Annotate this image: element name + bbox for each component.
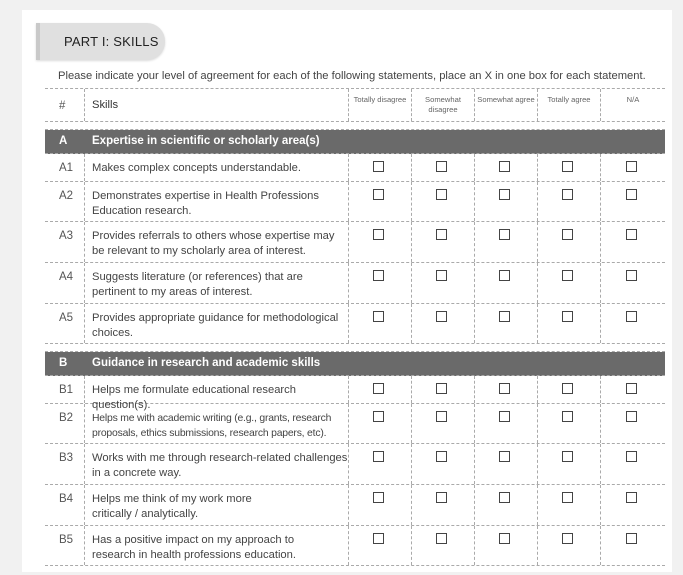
item-number: B1 xyxy=(45,376,85,403)
item-statement: Has a positive impact on my approach to research in health professions education. xyxy=(85,526,349,565)
row-spacer xyxy=(45,344,665,352)
checkbox-somewhat-disagree[interactable] xyxy=(436,270,447,281)
header-option-somewhat-disagree: Somewhat disagree xyxy=(412,89,475,121)
section-letter: A xyxy=(59,135,68,147)
option-cell xyxy=(601,263,665,303)
checkbox-na[interactable] xyxy=(626,161,637,172)
table-row xyxy=(45,376,665,411)
checkbox-totally-disagree[interactable] xyxy=(373,161,384,172)
option-cell xyxy=(475,444,538,484)
option-cell xyxy=(538,526,601,565)
checkbox-totally-agree[interactable] xyxy=(562,270,573,281)
checkbox-somewhat-disagree[interactable] xyxy=(436,189,447,200)
option-cell xyxy=(349,404,412,443)
checkbox-totally-agree[interactable] xyxy=(562,411,573,422)
option-cell xyxy=(475,154,538,181)
item-number: B3 xyxy=(45,444,85,484)
checkbox-totally-agree[interactable] xyxy=(562,161,573,172)
row-spacer xyxy=(45,122,665,130)
option-cell xyxy=(601,182,665,221)
option-cell xyxy=(538,376,601,403)
option-cell xyxy=(349,304,412,343)
item-number: A1 xyxy=(45,154,85,181)
table-row xyxy=(45,154,665,182)
checkbox-totally-agree[interactable] xyxy=(562,229,573,240)
instructions-text: Please indicate your level of agreement for each of the following statements, place an X in one box for each statement. xyxy=(58,70,646,82)
item-statement: Works with me through research-related challenges in a concrete way. xyxy=(85,444,349,484)
checkbox-na[interactable] xyxy=(626,451,637,462)
item-number: B2 xyxy=(45,404,85,443)
checkbox-somewhat-agree[interactable] xyxy=(499,411,510,422)
table-row xyxy=(45,444,665,485)
item-number: B5 xyxy=(45,526,85,565)
option-cell xyxy=(475,263,538,303)
checkbox-totally-disagree[interactable] xyxy=(373,533,384,544)
option-cell xyxy=(538,222,601,262)
option-cell xyxy=(412,376,475,403)
table-row xyxy=(45,526,665,566)
checkbox-somewhat-agree[interactable] xyxy=(499,492,510,503)
checkbox-somewhat-disagree[interactable] xyxy=(436,451,447,462)
table-row xyxy=(45,222,665,263)
item-statement: Demonstrates expertise in Health Professions Education research. xyxy=(85,182,349,221)
option-cell xyxy=(349,222,412,262)
item-statement: Suggests literature (or references) that are pertinent to my areas of interest. xyxy=(85,263,349,303)
checkbox-totally-disagree[interactable] xyxy=(373,492,384,503)
checkbox-somewhat-agree[interactable] xyxy=(499,311,510,322)
checkbox-totally-agree[interactable] xyxy=(562,492,573,503)
option-cell xyxy=(538,444,601,484)
checkbox-totally-agree[interactable] xyxy=(562,451,573,462)
option-cell xyxy=(475,404,538,443)
option-cell xyxy=(412,404,475,443)
item-statement: Provides appropriate guidance for methodological choices. xyxy=(85,304,349,343)
item-number: B4 xyxy=(45,485,85,525)
checkbox-somewhat-disagree[interactable] xyxy=(436,229,447,240)
option-cell xyxy=(475,376,538,403)
option-cell xyxy=(349,444,412,484)
checkbox-na[interactable] xyxy=(626,492,637,503)
option-cell xyxy=(538,182,601,221)
option-cell xyxy=(601,376,665,403)
part-title: PART I: SKILLS xyxy=(64,34,159,49)
option-cell xyxy=(538,404,601,443)
option-cell xyxy=(475,485,538,525)
item-statement: Makes complex concepts understandable. xyxy=(85,154,349,181)
checkbox-somewhat-agree[interactable] xyxy=(499,533,510,544)
option-cell xyxy=(601,485,665,525)
checkbox-somewhat-agree[interactable] xyxy=(499,161,510,172)
section-title: Guidance in research and academic skills xyxy=(92,357,321,369)
option-cell xyxy=(349,182,412,221)
part-tab xyxy=(36,23,165,60)
option-cell xyxy=(349,154,412,181)
option-cell xyxy=(475,526,538,565)
table-row xyxy=(45,485,665,526)
checkbox-totally-disagree[interactable] xyxy=(373,270,384,281)
option-cell xyxy=(412,263,475,303)
option-cell xyxy=(475,222,538,262)
item-number: A3 xyxy=(45,222,85,262)
item-number: A5 xyxy=(45,304,85,343)
option-cell xyxy=(601,404,665,443)
checkbox-na[interactable] xyxy=(626,533,637,544)
checkbox-somewhat-disagree[interactable] xyxy=(436,492,447,503)
table-row xyxy=(45,404,665,444)
option-cell xyxy=(538,304,601,343)
checkbox-totally-disagree[interactable] xyxy=(373,311,384,322)
option-cell xyxy=(538,263,601,303)
checkbox-na[interactable] xyxy=(626,311,637,322)
section-header-a xyxy=(45,130,665,154)
header-num: # xyxy=(45,89,85,121)
checkbox-somewhat-agree[interactable] xyxy=(499,451,510,462)
checkbox-somewhat-disagree[interactable] xyxy=(436,533,447,544)
table-row xyxy=(45,263,665,304)
item-statement: Helps me think of my work more critically / analytically. xyxy=(85,485,349,525)
skills-table xyxy=(45,88,665,566)
table-row xyxy=(45,304,665,344)
option-cell xyxy=(349,485,412,525)
table-row xyxy=(45,182,665,222)
checkbox-somewhat-disagree[interactable] xyxy=(436,411,447,422)
checkbox-totally-agree[interactable] xyxy=(562,189,573,200)
option-cell xyxy=(601,304,665,343)
section-title: Expertise in scientific or scholarly area(s) xyxy=(92,135,320,147)
option-cell xyxy=(601,154,665,181)
section-header-b xyxy=(45,352,665,376)
option-cell xyxy=(601,444,665,484)
checkbox-na[interactable] xyxy=(626,270,637,281)
checkbox-somewhat-agree[interactable] xyxy=(499,270,510,281)
option-cell xyxy=(412,222,475,262)
checkbox-somewhat-disagree[interactable] xyxy=(436,383,447,394)
checkbox-somewhat-agree[interactable] xyxy=(499,229,510,240)
checkbox-totally-disagree[interactable] xyxy=(373,451,384,462)
header-option-totally-disagree: Totally disagree xyxy=(349,89,412,121)
checkbox-totally-disagree[interactable] xyxy=(373,383,384,394)
checkbox-na[interactable] xyxy=(626,411,637,422)
item-number: A4 xyxy=(45,263,85,303)
option-cell xyxy=(349,526,412,565)
checkbox-totally-agree[interactable] xyxy=(562,383,573,394)
checkbox-na[interactable] xyxy=(626,383,637,394)
checkbox-na[interactable] xyxy=(626,229,637,240)
checkbox-totally-disagree[interactable] xyxy=(373,189,384,200)
checkbox-somewhat-agree[interactable] xyxy=(499,383,510,394)
checkbox-totally-agree[interactable] xyxy=(562,533,573,544)
item-statement: Helps me formulate educational research question(s). xyxy=(85,376,349,403)
item-statement: Provides referrals to others whose expertise may be relevant to my scholarly area of interest. xyxy=(85,222,349,262)
table-header-row xyxy=(45,89,665,122)
checkbox-totally-disagree[interactable] xyxy=(373,229,384,240)
checkbox-totally-disagree[interactable] xyxy=(373,411,384,422)
header-option-somewhat-agree: Somewhat agree xyxy=(475,89,538,121)
option-cell xyxy=(475,182,538,221)
checkbox-na[interactable] xyxy=(626,189,637,200)
section-letter: B xyxy=(59,357,68,369)
option-cell xyxy=(349,263,412,303)
option-cell xyxy=(412,154,475,181)
checkbox-totally-agree[interactable] xyxy=(562,311,573,322)
header-option-na: N/A xyxy=(626,95,640,104)
checkbox-somewhat-disagree[interactable] xyxy=(436,311,447,322)
item-statement: Helps me with academic writing (e.g., grants, research proposals, ethics submissions, research papers, etc). xyxy=(85,404,349,443)
checkbox-somewhat-agree[interactable] xyxy=(499,189,510,200)
option-cell xyxy=(412,526,475,565)
option-cell xyxy=(538,485,601,525)
option-cell xyxy=(412,444,475,484)
header-skills: Skills xyxy=(85,89,349,121)
survey-page xyxy=(22,10,672,572)
option-cell xyxy=(412,304,475,343)
option-cell xyxy=(601,526,665,565)
option-cell xyxy=(412,182,475,221)
option-cell xyxy=(349,376,412,403)
option-cell xyxy=(601,222,665,262)
tab-notch xyxy=(36,23,40,60)
checkbox-somewhat-disagree[interactable] xyxy=(436,161,447,172)
header-option-totally-agree: Totally agree xyxy=(538,89,601,121)
option-cell xyxy=(475,304,538,343)
option-cell xyxy=(412,485,475,525)
item-number: A2 xyxy=(45,182,85,221)
option-cell xyxy=(538,154,601,181)
